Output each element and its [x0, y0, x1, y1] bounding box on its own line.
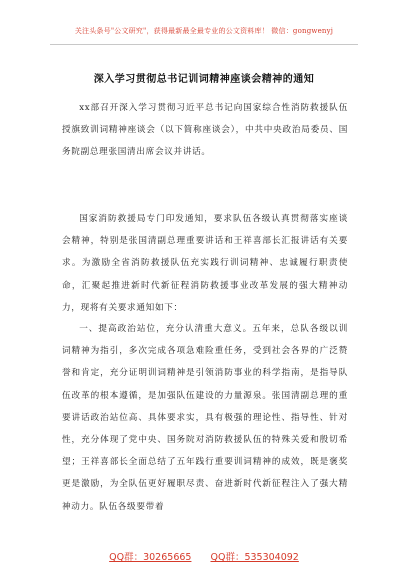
paragraph-2: [62, 208, 348, 319]
paragraph-3: [62, 318, 348, 518]
paragraph-text: 国家消防救援局专门印发通知，要求队伍各级认真贯彻落实座谈会精神，特别是张国清副总理重要讲话和王祥喜部长汇报讲话有关要求。为激励全省消防救援队伍充实践行训词精神、忠诚履行职责使命，汇聚起推进新时代新征程消防救援事业改革发展的强大精神动力，现将有关要求通知如下：: [62, 214, 348, 313]
paragraph-1: [62, 97, 348, 164]
header-divider: [50, 44, 358, 45]
footer-contacts: [0, 549, 408, 563]
header-banner: 关注头条号"公文研究"，获得最新最全最专业的公文资料库！ 微信：gongwenyj: [74, 27, 334, 35]
paragraph-text: 一、提高政治站位，充分认清重大意义。五年来，总队各级以训词精神为指引，多次完成各项急难险重任务，受到社会各界的广泛赞誉和肯定，充分证明训词精神是引领消防事业的科学指南，是指导队伍改革的根本遵循，是加强队伍建设的力量源泉。张国清副总理的重要讲话政治站位高、具体要求实，具有极强的理论性、指导性、针对性，充分体现了党中央、国务院对消防救援队伍的特殊关爱和殷切希望；王祥喜部长全面总结了五年践行重要训词精神的成效，既是褒奖更是激励，为全队伍更好履职尽责、奋进新时代新征程注入了强大精神动力。队伍各级要带着: [62, 324, 348, 512]
qq-group-2[interactable]: QQ群：535304092: [210, 552, 299, 563]
document-title: 深入学习贯彻总书记训词精神座谈会精神的通知: [93, 74, 315, 85]
qq-group-1[interactable]: QQ群：30265665: [109, 552, 192, 563]
paragraph-text: xx部召开深入学习贯彻习近平总书记向国家综合性消防救援队伍授旗致训词精神座谈会（以下简称座谈会），中共中央政治局委员、国务院副总理张国清出席会议并讲话。: [62, 103, 348, 158]
